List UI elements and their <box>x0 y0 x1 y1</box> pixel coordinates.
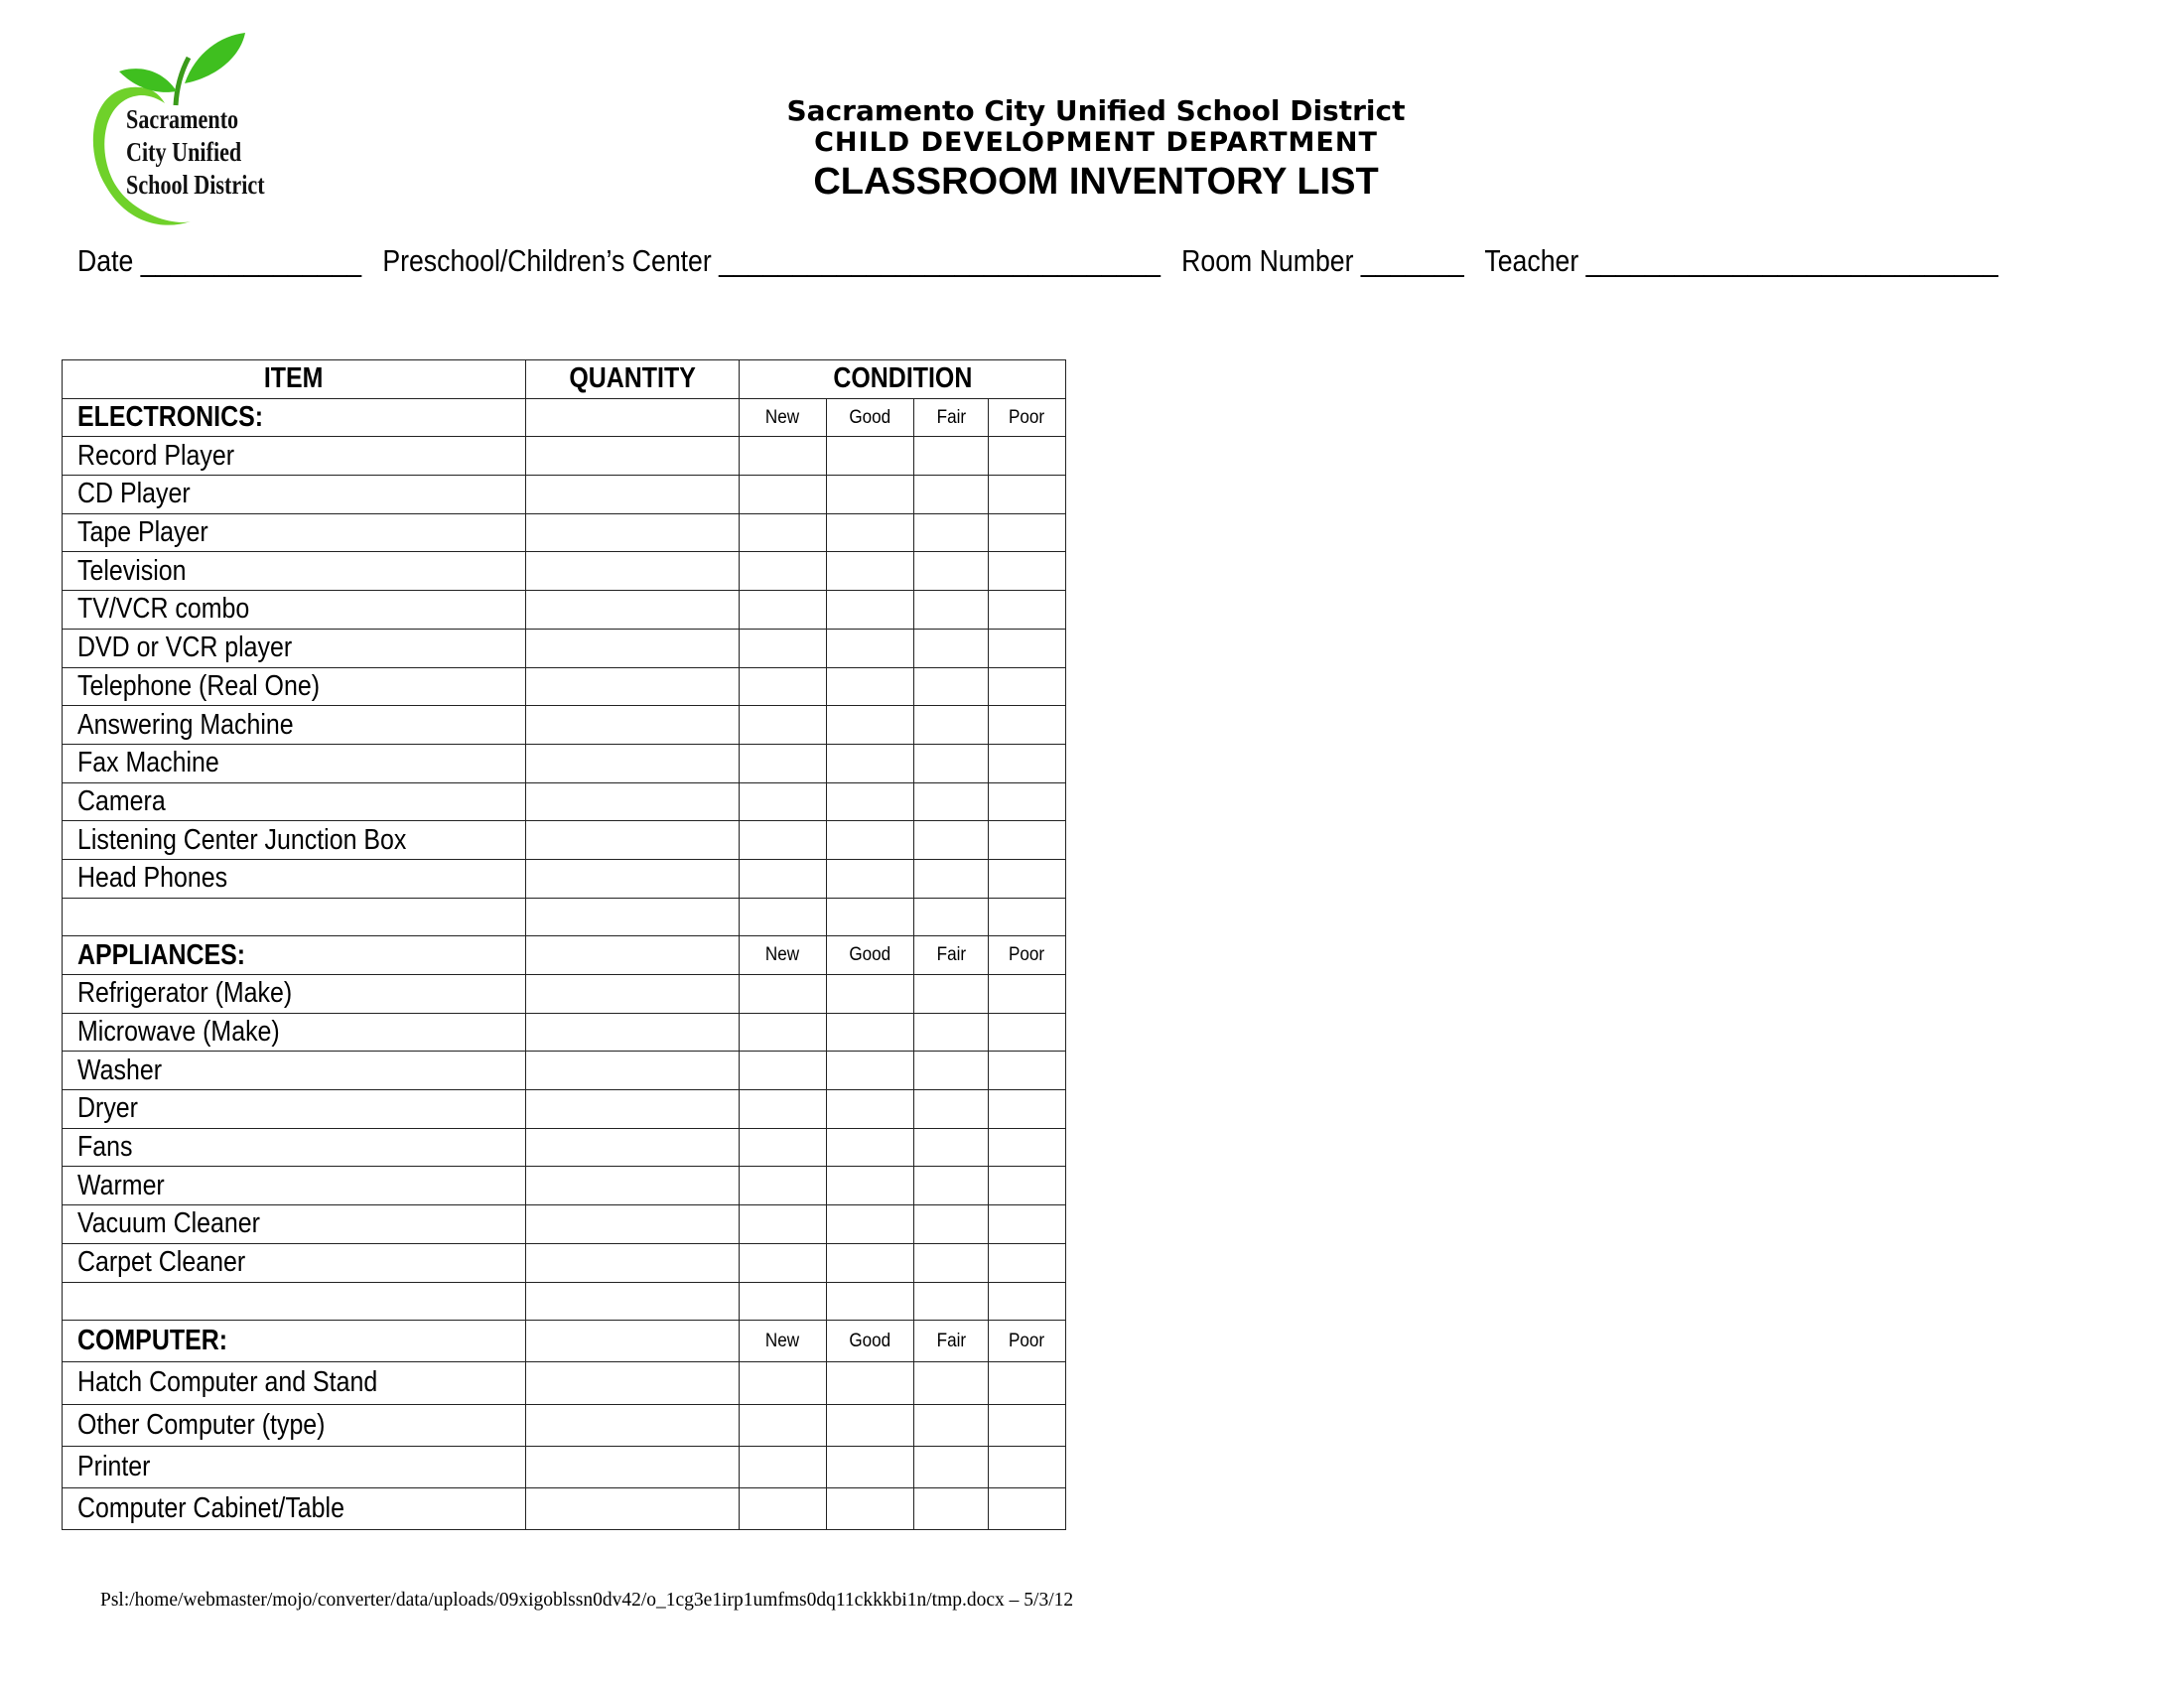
quantity-cell[interactable] <box>526 552 740 591</box>
condition-cell-new[interactable] <box>740 476 827 514</box>
condition-cell-fair[interactable] <box>914 1167 989 1205</box>
quantity-cell[interactable] <box>526 706 740 745</box>
item-name-cell: Hatch Computer and Stand <box>63 1362 526 1404</box>
condition-cell-new[interactable] <box>740 821 827 860</box>
table-row <box>63 1446 1066 1487</box>
condition-cell-good[interactable] <box>827 821 914 860</box>
condition-cell-poor[interactable] <box>989 859 1066 898</box>
condition-cell-new[interactable] <box>740 1243 827 1282</box>
condition-cell-new[interactable] <box>740 552 827 591</box>
condition-cell-fair[interactable] <box>914 975 989 1014</box>
condition-cell-poor[interactable] <box>989 898 1066 936</box>
quantity-cell[interactable] <box>526 1128 740 1167</box>
condition-cell-poor[interactable] <box>989 552 1066 591</box>
condition-cell-fair[interactable] <box>914 1013 989 1052</box>
condition-cell-good[interactable] <box>827 1128 914 1167</box>
condition-cell-poor[interactable] <box>989 476 1066 514</box>
condition-cell-good[interactable] <box>827 1362 914 1404</box>
item-name-cell <box>63 1282 526 1321</box>
table-row <box>63 1090 1066 1129</box>
table-row <box>63 1282 1066 1321</box>
condition-cell-good[interactable] <box>827 975 914 1014</box>
condition-cell-new[interactable] <box>740 513 827 552</box>
item-name-cell: Listening Center Junction Box <box>63 821 526 860</box>
item-name-cell: Vacuum Cleaner <box>63 1205 526 1244</box>
condition-cell-new[interactable] <box>740 1205 827 1244</box>
condition-cell-poor[interactable] <box>989 513 1066 552</box>
item-name-cell: Telephone (Real One) <box>63 667 526 706</box>
condition-cell-poor[interactable] <box>989 1090 1066 1129</box>
condition-label-good: Good <box>827 1321 914 1362</box>
table-row <box>63 898 1066 936</box>
page-title: CLASSROOM INVENTORY LIST <box>813 161 1379 203</box>
table-row <box>63 1205 1066 1244</box>
quantity-cell[interactable] <box>526 1090 740 1129</box>
condition-cell-poor[interactable] <box>989 1446 1066 1487</box>
quantity-cell[interactable] <box>526 1243 740 1282</box>
condition-cell-poor[interactable] <box>989 1128 1066 1167</box>
inventory-table <box>62 359 1066 1530</box>
condition-cell-poor[interactable] <box>989 437 1066 476</box>
condition-label-poor: Poor <box>989 936 1066 975</box>
condition-cell-new[interactable] <box>740 1282 827 1321</box>
condition-cell-new[interactable] <box>740 898 827 936</box>
quantity-cell[interactable] <box>526 1321 740 1362</box>
condition-cell-new[interactable] <box>740 1013 827 1052</box>
quantity-cell[interactable] <box>526 744 740 782</box>
table-row <box>63 513 1066 552</box>
condition-cell-fair[interactable] <box>914 1404 989 1446</box>
table-row <box>63 667 1066 706</box>
section-header-row <box>63 1321 1066 1362</box>
quantity-cell[interactable] <box>526 936 740 975</box>
condition-cell-poor[interactable] <box>989 629 1066 667</box>
condition-label-poor: Poor <box>989 1321 1066 1362</box>
file-path-footer: Psl:/home/webmaster/mojo/converter/data/uploads/09xigoblssn0dv42/o_1cg3e1irp1umfms0dq11ckkkbi1n/tmp.docx – 5/3/12 <box>100 1590 1074 1611</box>
quantity-cell[interactable] <box>526 1362 740 1404</box>
condition-label-new: New <box>740 936 827 975</box>
condition-cell-new[interactable] <box>740 1487 827 1529</box>
quantity-cell[interactable] <box>526 975 740 1014</box>
condition-label-fair: Fair <box>914 936 989 975</box>
condition-cell-good[interactable] <box>827 437 914 476</box>
condition-cell-good[interactable] <box>827 513 914 552</box>
quantity-column-header: QUANTITY <box>526 360 740 399</box>
table-row <box>63 706 1066 745</box>
condition-cell-good[interactable] <box>827 476 914 514</box>
item-name-cell: DVD or VCR player <box>63 629 526 667</box>
condition-cell-fair[interactable] <box>914 591 989 630</box>
logo-line-3: School District <box>126 170 265 200</box>
condition-cell-new[interactable] <box>740 706 827 745</box>
table-row <box>63 629 1066 667</box>
condition-cell-fair[interactable] <box>914 782 989 821</box>
item-name-cell: Answering Machine <box>63 706 526 745</box>
condition-cell-good[interactable] <box>827 782 914 821</box>
table-row <box>63 437 1066 476</box>
quantity-cell[interactable] <box>526 1167 740 1205</box>
condition-cell-poor[interactable] <box>989 975 1066 1014</box>
item-name-cell: Washer <box>63 1052 526 1090</box>
room-number-field[interactable]: Room Number _______ <box>1181 243 1464 278</box>
item-name-cell: Computer Cabinet/Table <box>63 1487 526 1529</box>
condition-cell-poor[interactable] <box>989 744 1066 782</box>
condition-cell-fair[interactable] <box>914 513 989 552</box>
condition-cell-fair[interactable] <box>914 1243 989 1282</box>
condition-column-header: CONDITION <box>740 360 1066 399</box>
table-row <box>63 821 1066 860</box>
condition-cell-good[interactable] <box>827 859 914 898</box>
district-name: Sacramento City Unified School District <box>786 94 1406 127</box>
quantity-cell[interactable] <box>526 1205 740 1244</box>
quantity-cell[interactable] <box>526 821 740 860</box>
condition-cell-poor[interactable] <box>989 821 1066 860</box>
condition-cell-fair[interactable] <box>914 629 989 667</box>
table-row <box>63 1013 1066 1052</box>
table-row <box>63 744 1066 782</box>
quantity-cell[interactable] <box>526 782 740 821</box>
condition-cell-new[interactable] <box>740 744 827 782</box>
condition-cell-good[interactable] <box>827 1446 914 1487</box>
condition-cell-poor[interactable] <box>989 1052 1066 1090</box>
table-row <box>63 782 1066 821</box>
condition-cell-new[interactable] <box>740 667 827 706</box>
section-title: COMPUTER: <box>63 1321 526 1362</box>
item-name-cell: Camera <box>63 782 526 821</box>
condition-cell-good[interactable] <box>827 1243 914 1282</box>
center-field[interactable]: Preschool/Children’s Center ______________________________ <box>382 243 1160 278</box>
quantity-cell[interactable] <box>526 437 740 476</box>
table-row <box>63 975 1066 1014</box>
item-name-cell: TV/VCR combo <box>63 591 526 630</box>
item-name-cell: Printer <box>63 1446 526 1487</box>
condition-cell-fair[interactable] <box>914 1362 989 1404</box>
table-row <box>63 476 1066 514</box>
condition-cell-poor[interactable] <box>989 1404 1066 1446</box>
condition-cell-good[interactable] <box>827 1487 914 1529</box>
item-name-cell: Microwave (Make) <box>63 1013 526 1052</box>
item-name-cell: Fax Machine <box>63 744 526 782</box>
quantity-cell[interactable] <box>526 1282 740 1321</box>
condition-cell-fair[interactable] <box>914 1487 989 1529</box>
condition-label-fair: Fair <box>914 1321 989 1362</box>
condition-cell-poor[interactable] <box>989 1243 1066 1282</box>
condition-cell-new[interactable] <box>740 1090 827 1129</box>
condition-cell-fair[interactable] <box>914 744 989 782</box>
quantity-cell[interactable] <box>526 859 740 898</box>
table-header-row <box>63 360 1066 399</box>
condition-label-poor: Poor <box>989 398 1066 437</box>
form-header-fields <box>77 243 1998 279</box>
condition-cell-fair[interactable] <box>914 1090 989 1129</box>
condition-label-good: Good <box>827 936 914 975</box>
table-row <box>63 591 1066 630</box>
table-row <box>63 1362 1066 1404</box>
table-row <box>63 1487 1066 1529</box>
item-column-header: ITEM <box>63 360 526 399</box>
quantity-cell[interactable] <box>526 1404 740 1446</box>
condition-cell-fair[interactable] <box>914 1128 989 1167</box>
condition-cell-new[interactable] <box>740 437 827 476</box>
condition-cell-fair[interactable] <box>914 1282 989 1321</box>
quantity-cell[interactable] <box>526 1487 740 1529</box>
department-name: CHILD DEVELOPMENT DEPARTMENT <box>814 127 1378 158</box>
item-name-cell: Television <box>63 552 526 591</box>
quantity-cell[interactable] <box>526 1052 740 1090</box>
condition-cell-good[interactable] <box>827 1282 914 1321</box>
condition-label-fair: Fair <box>914 398 989 437</box>
condition-cell-poor[interactable] <box>989 1205 1066 1244</box>
condition-cell-good[interactable] <box>827 667 914 706</box>
section-title: ELECTRONICS: <box>63 398 526 437</box>
condition-cell-good[interactable] <box>827 898 914 936</box>
table-row <box>63 859 1066 898</box>
condition-cell-good[interactable] <box>827 1205 914 1244</box>
quantity-cell[interactable] <box>526 398 740 437</box>
quantity-cell[interactable] <box>526 629 740 667</box>
condition-cell-new[interactable] <box>740 1362 827 1404</box>
condition-cell-new[interactable] <box>740 859 827 898</box>
condition-cell-good[interactable] <box>827 552 914 591</box>
condition-cell-fair[interactable] <box>914 1205 989 1244</box>
condition-cell-new[interactable] <box>740 591 827 630</box>
condition-cell-poor[interactable] <box>989 1362 1066 1404</box>
condition-cell-poor[interactable] <box>989 1013 1066 1052</box>
section-header-row <box>63 936 1066 975</box>
condition-cell-new[interactable] <box>740 1446 827 1487</box>
table-row <box>63 1167 1066 1205</box>
condition-cell-poor[interactable] <box>989 1282 1066 1321</box>
condition-cell-poor[interactable] <box>989 667 1066 706</box>
item-name-cell <box>63 898 526 936</box>
table-row <box>63 1404 1066 1446</box>
logo-line-2: City Unified <box>126 137 242 167</box>
condition-cell-new[interactable] <box>740 782 827 821</box>
condition-cell-new[interactable] <box>740 1167 827 1205</box>
item-name-cell: CD Player <box>63 476 526 514</box>
condition-cell-good[interactable] <box>827 1052 914 1090</box>
condition-cell-good[interactable] <box>827 591 914 630</box>
quantity-cell[interactable] <box>526 1013 740 1052</box>
condition-cell-fair[interactable] <box>914 706 989 745</box>
condition-cell-new[interactable] <box>740 1128 827 1167</box>
item-name-cell: Record Player <box>63 437 526 476</box>
logo-line-1: Sacramento <box>126 104 239 134</box>
condition-cell-new[interactable] <box>740 1052 827 1090</box>
table-row <box>63 552 1066 591</box>
condition-cell-new[interactable] <box>740 1404 827 1446</box>
quantity-cell[interactable] <box>526 898 740 936</box>
condition-cell-good[interactable] <box>827 1090 914 1129</box>
condition-cell-fair[interactable] <box>914 437 989 476</box>
teacher-field[interactable]: Teacher ____________________________ <box>1484 243 1998 278</box>
condition-cell-fair[interactable] <box>914 552 989 591</box>
condition-cell-poor[interactable] <box>989 1487 1066 1529</box>
condition-cell-fair[interactable] <box>914 1052 989 1090</box>
date-field[interactable]: Date _______________ <box>77 243 362 278</box>
condition-cell-good[interactable] <box>827 629 914 667</box>
condition-cell-fair[interactable] <box>914 667 989 706</box>
condition-cell-new[interactable] <box>740 629 827 667</box>
item-name-cell: Other Computer (type) <box>63 1404 526 1446</box>
condition-cell-poor[interactable] <box>989 1167 1066 1205</box>
item-name-cell: Warmer <box>63 1167 526 1205</box>
condition-cell-fair[interactable] <box>914 859 989 898</box>
item-name-cell: Head Phones <box>63 859 526 898</box>
item-name-cell: Carpet Cleaner <box>63 1243 526 1282</box>
quantity-cell[interactable] <box>526 476 740 514</box>
quantity-cell[interactable] <box>526 513 740 552</box>
table-row <box>63 1052 1066 1090</box>
table-row <box>63 1243 1066 1282</box>
condition-cell-good[interactable] <box>827 1013 914 1052</box>
condition-cell-poor[interactable] <box>989 591 1066 630</box>
condition-label-good: Good <box>827 398 914 437</box>
quantity-cell[interactable] <box>526 1446 740 1487</box>
leaf-right <box>185 33 245 83</box>
table-row <box>63 1128 1066 1167</box>
quantity-cell[interactable] <box>526 667 740 706</box>
condition-cell-good[interactable] <box>827 1167 914 1205</box>
item-name-cell: Dryer <box>63 1090 526 1129</box>
condition-cell-good[interactable] <box>827 1404 914 1446</box>
condition-cell-fair[interactable] <box>914 476 989 514</box>
condition-cell-good[interactable] <box>827 744 914 782</box>
section-header-row <box>63 398 1066 437</box>
condition-cell-fair[interactable] <box>914 1446 989 1487</box>
condition-cell-fair[interactable] <box>914 821 989 860</box>
item-name-cell: Tape Player <box>63 513 526 552</box>
section-title: APPLIANCES: <box>63 936 526 975</box>
condition-cell-good[interactable] <box>827 706 914 745</box>
item-name-cell: Fans <box>63 1128 526 1167</box>
condition-cell-fair[interactable] <box>914 898 989 936</box>
item-name-cell: Refrigerator (Make) <box>63 975 526 1014</box>
condition-label-new: New <box>740 398 827 437</box>
condition-cell-new[interactable] <box>740 975 827 1014</box>
quantity-cell[interactable] <box>526 591 740 630</box>
condition-cell-poor[interactable] <box>989 706 1066 745</box>
condition-label-new: New <box>740 1321 827 1362</box>
condition-cell-poor[interactable] <box>989 782 1066 821</box>
